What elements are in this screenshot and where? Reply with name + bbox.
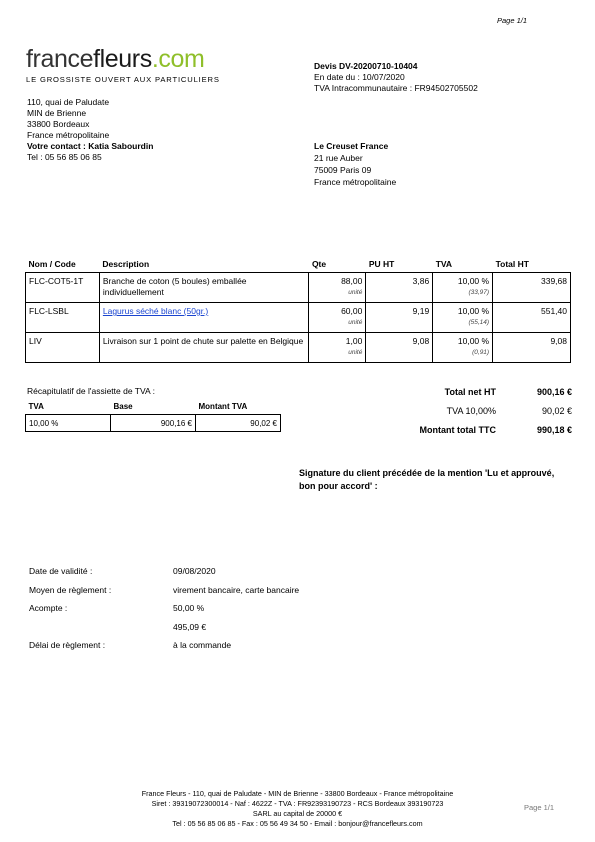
term-label bbox=[29, 622, 173, 641]
quote-header bbox=[314, 61, 478, 94]
total-value: 990,18 € bbox=[536, 425, 572, 435]
col-header-qty: Qte bbox=[309, 256, 366, 273]
items-table bbox=[25, 256, 571, 363]
item-unit-price: 3,86 bbox=[366, 273, 433, 303]
table-row bbox=[26, 333, 571, 363]
total-value: 900,16 € bbox=[536, 387, 572, 397]
item-qty-cell bbox=[309, 333, 366, 363]
total-value: 90,02 € bbox=[541, 406, 572, 416]
sender-contact: Votre contact : Katia Sabourdin bbox=[27, 141, 154, 151]
item-unit: unité bbox=[348, 289, 363, 296]
tva-recap-title: Récapitulatif de l'assiette de TVA : bbox=[27, 386, 155, 396]
total-label: Montant total TTC bbox=[419, 425, 496, 435]
tva-rate: 10,00 % bbox=[26, 415, 111, 432]
total-label: TVA 10,00% bbox=[446, 406, 496, 416]
table-row bbox=[26, 303, 571, 333]
company-footer bbox=[0, 789, 595, 829]
totals-block bbox=[376, 386, 572, 443]
sender-line: 110, quai de Paludate bbox=[27, 97, 110, 107]
quote-date: En date du : 10/07/2020 bbox=[314, 72, 405, 82]
total-net-ht-row bbox=[376, 386, 572, 405]
term-label: Acompte : bbox=[29, 603, 68, 613]
quote-number: Devis DV-20200710-10404 bbox=[314, 61, 418, 71]
tva-col-base: Base bbox=[113, 402, 133, 411]
item-qty-cell bbox=[309, 273, 366, 303]
logo-word-a: france bbox=[26, 45, 94, 73]
col-header-total: Total HT bbox=[493, 256, 571, 273]
quote-vat-number: TVA Intracommunautaire : FR94502705502 bbox=[314, 83, 478, 93]
term-row bbox=[29, 585, 299, 604]
item-code: LIV bbox=[26, 333, 100, 363]
recipient-line: 21 rue Auber bbox=[314, 153, 363, 163]
item-tva-amount: (55,14) bbox=[468, 319, 490, 326]
item-unit: unité bbox=[348, 319, 363, 326]
recipient-name: Le Creuset France bbox=[314, 141, 389, 151]
term-value: à la commande bbox=[173, 640, 232, 650]
term-value: 50,00 % bbox=[173, 603, 205, 613]
item-tva-rate: 10,00 % bbox=[457, 336, 490, 346]
tva-col-amount: Montant TVA bbox=[198, 402, 248, 411]
item-unit-price: 9,19 bbox=[366, 303, 433, 333]
footer-line: SARL au capital de 20000 € bbox=[252, 809, 343, 818]
col-header-code: Nom / Code bbox=[26, 256, 100, 273]
item-tva-cell bbox=[433, 303, 493, 333]
term-label: Moyen de règlement : bbox=[29, 584, 112, 595]
col-header-unit-price: PU HT bbox=[366, 256, 433, 273]
tva-base: 900,16 € bbox=[111, 415, 196, 432]
page-number-top: Page 1/1 bbox=[496, 16, 527, 25]
item-total: 339,68 bbox=[493, 273, 571, 303]
item-qty-cell bbox=[309, 303, 366, 333]
logo-word-b: fleurs bbox=[93, 45, 152, 73]
logo-wordmark bbox=[26, 47, 220, 72]
item-tva-cell bbox=[433, 273, 493, 303]
tva-recap-table bbox=[25, 401, 281, 432]
recipient-line: France métropolitaine bbox=[314, 177, 397, 187]
items-header-row bbox=[26, 256, 571, 273]
footer-line: Tel : 05 56 85 06 85 - Fax : 05 56 49 34 50 - Email : bonjour@francefleurs.com bbox=[172, 819, 423, 828]
item-total: 551,40 bbox=[493, 303, 571, 333]
item-qty: 60,00 bbox=[341, 306, 363, 316]
product-link[interactable]: Lagurus séché blanc (50gr.) bbox=[102, 306, 209, 316]
sender-line: 33800 Bordeaux bbox=[27, 119, 90, 129]
term-label: Date de validité : bbox=[29, 566, 93, 576]
item-qty: 88,00 bbox=[341, 276, 363, 286]
tva-amount: 90,02 € bbox=[196, 415, 281, 432]
term-label: Délai de règlement : bbox=[29, 640, 106, 650]
item-unit-price: 9,08 bbox=[366, 333, 433, 363]
item-description: Livraison sur 1 point de chute sur palette en Belgique bbox=[99, 333, 309, 363]
item-tva-amount: (33,97) bbox=[468, 289, 490, 296]
total-ttc-row bbox=[376, 424, 572, 443]
term-row bbox=[29, 566, 299, 585]
logo-tagline: LE GROSSISTE OUVERT AUX PARTICULIERS bbox=[26, 75, 220, 84]
footer-line: Siret : 39319072300014 - Naf : 4622Z - TVA : FR92393190723 - RCS Bordeaux 393190723 bbox=[151, 799, 444, 808]
item-code: FLC-COT5-1T bbox=[26, 273, 100, 303]
item-total: 9,08 bbox=[493, 333, 571, 363]
sender-line: France métropolitaine bbox=[27, 130, 110, 140]
item-qty: 1,00 bbox=[345, 336, 363, 346]
item-unit: unité bbox=[348, 349, 363, 356]
term-value: virement bancaire, carte bancaire bbox=[173, 584, 300, 595]
col-header-tva: TVA bbox=[433, 256, 493, 273]
term-row bbox=[29, 622, 299, 641]
col-header-description: Description bbox=[99, 256, 309, 273]
item-description: Branche de coton (5 boules) emballée individuellement bbox=[99, 273, 309, 303]
term-row bbox=[29, 603, 299, 622]
item-tva-cell bbox=[433, 333, 493, 363]
sender-address bbox=[27, 97, 153, 163]
table-row bbox=[26, 273, 571, 303]
page-number-bottom: Page 1/1 bbox=[524, 803, 555, 812]
table-row bbox=[26, 415, 281, 432]
tva-header-row bbox=[26, 401, 281, 415]
sender-tel: Tel : 05 56 85 06 85 bbox=[27, 152, 102, 162]
sender-line: MIN de Brienne bbox=[27, 108, 87, 118]
item-tva-rate: 10,00 % bbox=[457, 306, 490, 316]
recipient-address bbox=[314, 140, 396, 188]
item-description-cell bbox=[99, 303, 309, 333]
payment-terms bbox=[29, 566, 299, 659]
tva-col-rate: TVA bbox=[28, 402, 44, 411]
item-code: FLC-LSBL bbox=[26, 303, 100, 333]
logo-word-c: .com bbox=[151, 45, 205, 73]
signature-instruction: Signature du client précédée de la mention 'Lu et approuvé, bon pour accord' : bbox=[299, 468, 555, 491]
total-label: Total net HT bbox=[444, 387, 496, 397]
term-value: 09/08/2020 bbox=[173, 566, 216, 576]
item-tva-amount: (0,91) bbox=[472, 349, 490, 356]
term-row bbox=[29, 640, 299, 659]
item-tva-rate: 10,00 % bbox=[457, 276, 490, 286]
recipient-line: 75009 Paris 09 bbox=[314, 165, 372, 175]
total-tva-row bbox=[376, 405, 572, 424]
company-logo bbox=[26, 47, 220, 84]
footer-line: France Fleurs - 110, quai de Paludate - MIN de Brienne - 33800 Bordeaux - France métropolitaine bbox=[141, 789, 454, 798]
term-value: 495,09 € bbox=[173, 621, 207, 632]
